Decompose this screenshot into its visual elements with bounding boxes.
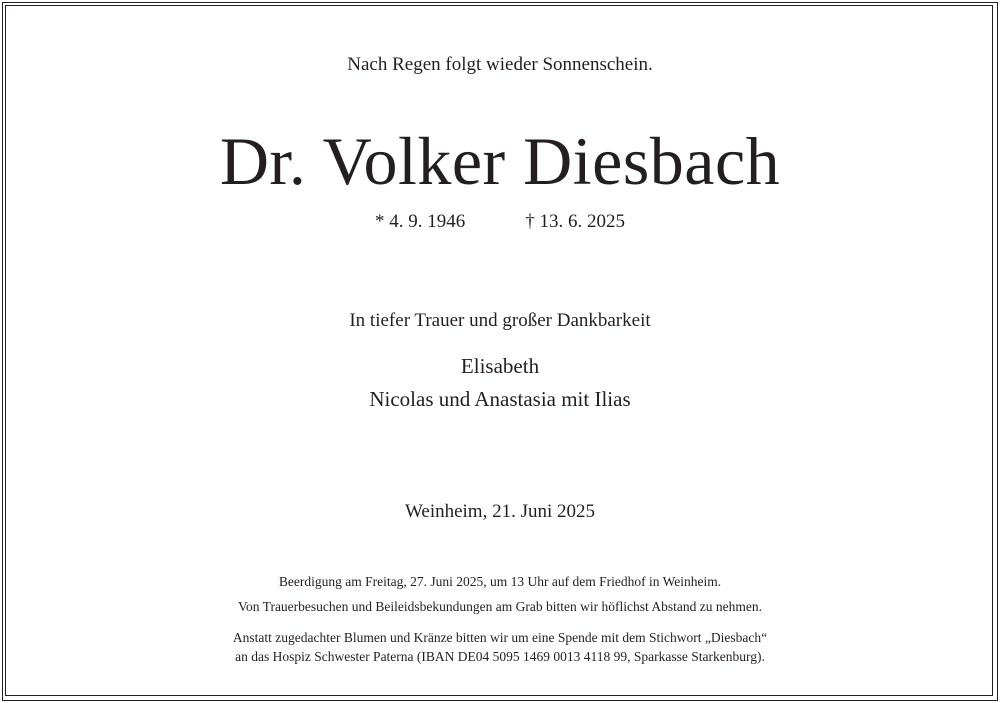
mourning-line: In tiefer Trauer und großer Dankbarkeit [349,310,651,331]
family-member: Nicolas und Anastasia mit Ilias [369,387,631,411]
life-dates [0,211,1000,233]
inner-border [5,5,993,696]
birth-date: * 4. 9. 1946 [375,211,466,232]
deceased-name: Dr. Volker Diesbach [219,123,781,199]
family-member: Elisabeth [460,354,540,378]
condolence-note: Von Trauerbesuchen und Beileidsbekundungen am Grab bitten wir höflichst Abstand zu nehmen. [238,599,762,614]
donation-note: Anstatt zugedachter Blumen und Kränze bitten wir um eine Spende mit dem Stichwort „Diesbach“ [232,630,768,645]
place-date: Weinheim, 21. Juni 2025 [404,501,596,522]
death-date: † 13. 6. 2025 [525,211,625,232]
motto: Nach Regen folgt wieder Sonnenschein. [347,54,653,75]
funeral-note: Beerdigung am Freitag, 27. Juni 2025, um 13 Uhr auf dem Friedhof in Weinheim. [278,574,722,589]
donation-details: an das Hospiz Schwester Paterna (IBAN DE04 5095 1469 0013 4118 99, Sparkasse Starkenburg). [235,649,765,664]
